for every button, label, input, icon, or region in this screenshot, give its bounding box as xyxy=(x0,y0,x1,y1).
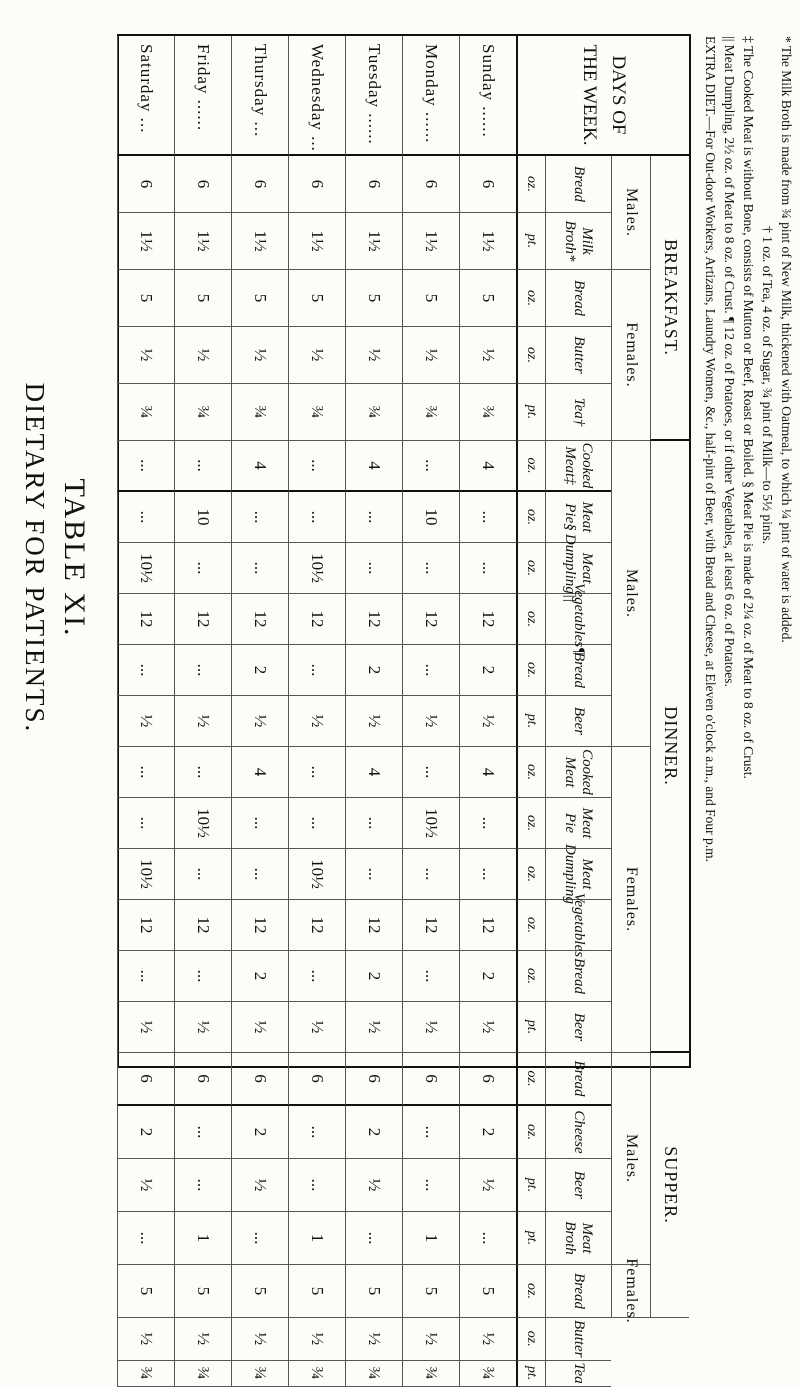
ration-value: 6 xyxy=(174,1053,231,1106)
day-label: Friday ...... xyxy=(174,36,231,156)
ration-value: ¾ xyxy=(345,384,402,441)
ration-value: 1 xyxy=(174,1212,231,1265)
ration-value: ... xyxy=(231,1212,288,1265)
column-unit: pt. xyxy=(516,384,545,441)
ration-value: ½ xyxy=(345,1318,402,1361)
ration-value: 4 xyxy=(231,747,288,798)
ration-value: ... xyxy=(288,645,345,696)
ration-value: ½ xyxy=(117,1318,174,1361)
column-unit: oz. xyxy=(516,951,545,1002)
ration-value: 5 xyxy=(459,1265,516,1318)
ration-value: 5 xyxy=(345,270,402,327)
ration-value: ½ xyxy=(174,327,231,384)
ration-value: 5 xyxy=(402,1265,459,1318)
day-label: Tuesday ...... xyxy=(345,36,402,156)
ration-value: ... xyxy=(117,1212,174,1265)
column-header: Cooked Meat xyxy=(545,747,611,798)
ration-value: 5 xyxy=(288,1265,345,1318)
ration-value: ... xyxy=(174,951,231,1002)
ration-value: 5 xyxy=(231,270,288,327)
ration-value: ½ xyxy=(459,1002,516,1053)
ration-value: ½ xyxy=(345,327,402,384)
column-unit: oz. xyxy=(516,645,545,696)
column-header: Bread xyxy=(545,270,611,327)
ration-value: ... xyxy=(174,747,231,798)
day-label: Wednesday ... xyxy=(288,36,345,156)
ration-value: ½ xyxy=(402,1318,459,1361)
ration-value: 6 xyxy=(231,156,288,213)
ration-value: 2 xyxy=(231,1106,288,1159)
ration-value: ½ xyxy=(231,696,288,747)
ration-value: 12 xyxy=(345,900,402,951)
ration-value: ... xyxy=(402,951,459,1002)
ration-value: 6 xyxy=(117,1053,174,1106)
ration-value: 12 xyxy=(345,594,402,645)
ration-value: 12 xyxy=(174,900,231,951)
ration-value: 1 xyxy=(288,1212,345,1265)
footnote-tea: † 1 oz. of Tea, 4 oz. of Sugar, ¾ pint of Milk—to 5½ pints. xyxy=(760,226,775,545)
column-header: Milk Broth* xyxy=(545,213,611,270)
column-unit: oz. xyxy=(516,543,545,594)
column-header: Butter xyxy=(545,327,611,384)
column-unit: oz. xyxy=(516,900,545,951)
column-header: Tea xyxy=(545,1361,611,1387)
day-label: Saturday ... xyxy=(117,36,174,156)
ration-value: ... xyxy=(402,645,459,696)
ration-value: ... xyxy=(174,441,231,492)
ration-value: ... xyxy=(231,543,288,594)
ration-value: ... xyxy=(117,951,174,1002)
ration-value: ... xyxy=(345,492,402,543)
ration-value: ¾ xyxy=(459,384,516,441)
ration-value: ... xyxy=(117,798,174,849)
column-unit: oz. xyxy=(516,327,545,384)
ration-value: 6 xyxy=(288,1053,345,1106)
ration-value: ½ xyxy=(345,1159,402,1212)
ration-value: 4 xyxy=(345,441,402,492)
ration-value: ... xyxy=(231,798,288,849)
ration-value: ½ xyxy=(117,696,174,747)
ration-value: ¾ xyxy=(459,1361,516,1387)
column-unit: pt. xyxy=(516,1212,545,1265)
column-header: Vegetables xyxy=(545,900,611,951)
footnote-cooked-meat: ‡ The Cooked Meat is without Bone, consists of Mutton or Beef, Roast or Boiled. § Meat Pie is made of 2¼ oz. of Meat to 8 oz. of Crust. xyxy=(741,36,756,779)
ration-value: ... xyxy=(288,1159,345,1212)
ration-value: 10½ xyxy=(402,798,459,849)
ration-value: ... xyxy=(402,849,459,900)
ration-value: ½ xyxy=(459,327,516,384)
ration-value: ... xyxy=(345,798,402,849)
section-breakfast: BREAKFAST. xyxy=(650,156,689,441)
ration-value: ½ xyxy=(117,327,174,384)
ration-value: 12 xyxy=(231,594,288,645)
ration-value: 4 xyxy=(459,747,516,798)
ration-value: ... xyxy=(117,492,174,543)
ration-value: 12 xyxy=(117,900,174,951)
column-unit: oz. xyxy=(516,594,545,645)
ration-value: 6 xyxy=(402,156,459,213)
ration-value: 1½ xyxy=(459,213,516,270)
ration-value: 6 xyxy=(117,156,174,213)
column-unit: oz. xyxy=(516,1318,545,1361)
ration-value: 2 xyxy=(117,1106,174,1159)
ration-value: ½ xyxy=(345,1002,402,1053)
ration-value: 12 xyxy=(117,594,174,645)
ration-value: ... xyxy=(288,492,345,543)
ration-value: ½ xyxy=(402,696,459,747)
ration-value: 5 xyxy=(402,270,459,327)
ration-value: ½ xyxy=(231,327,288,384)
ration-value: 1½ xyxy=(402,213,459,270)
ration-value: 1½ xyxy=(288,213,345,270)
column-header: Butter xyxy=(545,1318,611,1361)
ration-value: ... xyxy=(459,543,516,594)
ration-value: ... xyxy=(459,798,516,849)
ration-value: 10½ xyxy=(117,543,174,594)
ration-value: 12 xyxy=(459,900,516,951)
dietary-table xyxy=(117,34,691,1384)
ration-value: ... xyxy=(402,441,459,492)
ration-value: 2 xyxy=(459,1106,516,1159)
ration-value: ... xyxy=(345,1212,402,1265)
column-header: Cooked Meat‡ xyxy=(545,441,611,492)
column-unit: oz. xyxy=(516,849,545,900)
table-title: TABLE XI. xyxy=(58,478,91,638)
ration-value: ½ xyxy=(231,1318,288,1361)
ration-value: 2 xyxy=(459,645,516,696)
group-breakfast-males: Males. xyxy=(611,156,650,270)
ration-value: ... xyxy=(288,747,345,798)
ration-value: ... xyxy=(174,645,231,696)
ration-value: 10½ xyxy=(117,849,174,900)
column-header: Bread xyxy=(545,1053,611,1106)
ration-value: 4 xyxy=(459,441,516,492)
column-unit: oz. xyxy=(516,156,545,213)
ration-value: 5 xyxy=(345,1265,402,1318)
column-unit: oz. xyxy=(516,492,545,543)
ration-value: 10½ xyxy=(174,798,231,849)
ration-value: 1 xyxy=(402,1212,459,1265)
column-header: Cheese xyxy=(545,1106,611,1159)
ration-value: ... xyxy=(402,543,459,594)
column-unit: oz. xyxy=(516,1053,545,1106)
ration-value: ¾ xyxy=(402,1361,459,1387)
ration-value: ¾ xyxy=(231,384,288,441)
ration-value: 12 xyxy=(174,594,231,645)
ration-value: ... xyxy=(345,543,402,594)
ration-value: ... xyxy=(459,1212,516,1265)
footnote-meat-dumpling: || Meat Dumpling, 2½ oz. of Meat to 8 oz. of Crust. ¶ 12 oz. of Potatoes, or if other Vegetables, at least 6 oz. of Potatoes. xyxy=(722,36,737,687)
ration-value: 2 xyxy=(345,645,402,696)
ration-value: 5 xyxy=(117,1265,174,1318)
ration-value: ½ xyxy=(174,1002,231,1053)
ration-value: ¾ xyxy=(345,1361,402,1387)
ration-value: ... xyxy=(231,849,288,900)
ration-value: ... xyxy=(117,441,174,492)
footnote-extra-diet: EXTRA DIET.—For Out-door Workers, Artizans, Laundry Women, &c., half-pint of Beer, with Bread and Cheese, at Eleven o'clock a.m., and Four p.m. xyxy=(703,36,718,863)
day-label: Thursday ... xyxy=(231,36,288,156)
ration-value: ½ xyxy=(459,696,516,747)
ration-value: ... xyxy=(288,1106,345,1159)
ration-value: ½ xyxy=(231,1159,288,1212)
ration-value: ... xyxy=(459,849,516,900)
ration-value: ... xyxy=(402,747,459,798)
ration-value: 6 xyxy=(402,1053,459,1106)
ration-value: 6 xyxy=(459,1053,516,1106)
column-header: Bread xyxy=(545,645,611,696)
ration-value: ½ xyxy=(117,1159,174,1212)
column-header: Meat Pie xyxy=(545,798,611,849)
ration-value: ... xyxy=(231,492,288,543)
ration-value: 5 xyxy=(231,1265,288,1318)
column-header: Meat Dumpling|| xyxy=(545,543,611,594)
ration-value: ... xyxy=(288,951,345,1002)
ration-value: 12 xyxy=(288,594,345,645)
column-header: Meat Pie§ xyxy=(545,492,611,543)
column-header: Beer xyxy=(545,696,611,747)
ration-value: 2 xyxy=(231,951,288,1002)
group-supper-females: Females. xyxy=(611,1265,650,1318)
ration-value: ¾ xyxy=(288,1361,345,1387)
column-header: Bread xyxy=(545,156,611,213)
ration-value: ½ xyxy=(288,1318,345,1361)
ration-value: ½ xyxy=(288,696,345,747)
ration-value: ½ xyxy=(231,1002,288,1053)
footnotes xyxy=(701,36,796,1096)
ration-value: 10 xyxy=(402,492,459,543)
column-unit: pt. xyxy=(516,696,545,747)
ration-value: 5 xyxy=(117,270,174,327)
ration-value: 2 xyxy=(459,951,516,1002)
ration-value: 6 xyxy=(459,156,516,213)
ration-value: 5 xyxy=(174,1265,231,1318)
ration-value: ¾ xyxy=(174,1361,231,1387)
ration-value: ½ xyxy=(174,1318,231,1361)
ration-value: 12 xyxy=(288,900,345,951)
group-dinner-females: Females. xyxy=(611,747,650,1053)
ration-value: ½ xyxy=(402,1002,459,1053)
group-breakfast-females: Females. xyxy=(611,270,650,441)
ration-value: 1½ xyxy=(345,213,402,270)
section-supper: SUPPER. xyxy=(650,1053,689,1318)
ration-value: ... xyxy=(402,1159,459,1212)
column-unit: oz. xyxy=(516,1106,545,1159)
column-unit: oz. xyxy=(516,270,545,327)
column-unit: pt. xyxy=(516,213,545,270)
ration-value: ... xyxy=(459,492,516,543)
column-header: Tea† xyxy=(545,384,611,441)
ration-value: ... xyxy=(117,645,174,696)
ration-value: ... xyxy=(117,747,174,798)
ration-value: ½ xyxy=(345,696,402,747)
ration-value: ½ xyxy=(174,696,231,747)
day-label: Monday ...... xyxy=(402,36,459,156)
ration-value: 1½ xyxy=(174,213,231,270)
group-dinner-males: Males. xyxy=(611,441,650,747)
ration-value: 6 xyxy=(288,156,345,213)
ration-value: 6 xyxy=(174,156,231,213)
column-header: Bread xyxy=(545,1265,611,1318)
ration-value: 2 xyxy=(345,1106,402,1159)
ration-value: ½ xyxy=(459,1159,516,1212)
ration-value: ... xyxy=(174,543,231,594)
column-unit: oz. xyxy=(516,747,545,798)
ration-value: ¾ xyxy=(231,1361,288,1387)
ration-value: 10½ xyxy=(288,543,345,594)
column-header: Beer xyxy=(545,1002,611,1053)
ration-value: 5 xyxy=(288,270,345,327)
ration-value: 12 xyxy=(459,594,516,645)
ration-value: 1½ xyxy=(117,213,174,270)
footnote-milk-broth: * The Milk Broth is made from ¾ pint of New Milk, thickened with Oatmeal, to which ¼ pint of water is added. xyxy=(779,36,794,643)
ration-value: ½ xyxy=(117,1002,174,1053)
column-header: Vegetables¶ xyxy=(545,594,611,645)
ration-value: ... xyxy=(174,849,231,900)
ration-value: ½ xyxy=(288,1002,345,1053)
days-header: DAYS OF THE WEEK. xyxy=(516,36,689,156)
column-header: Meat Broth xyxy=(545,1212,611,1265)
ration-value: 12 xyxy=(231,900,288,951)
ration-value: 10½ xyxy=(288,849,345,900)
column-header: Beer xyxy=(545,1159,611,1212)
section-dinner: DINNER. xyxy=(650,441,689,1053)
ration-value: 1½ xyxy=(231,213,288,270)
ration-value: 6 xyxy=(345,156,402,213)
ration-value: 4 xyxy=(345,747,402,798)
ration-value: ... xyxy=(402,1106,459,1159)
ration-value: 5 xyxy=(174,270,231,327)
column-unit: pt. xyxy=(516,1361,545,1387)
column-header: Bread xyxy=(545,951,611,1002)
ration-value: ... xyxy=(288,798,345,849)
ration-value: 10 xyxy=(174,492,231,543)
table-subtitle: DIETARY FOR PATIENTS. xyxy=(20,382,50,734)
group-supper-males: Males. xyxy=(611,1053,650,1265)
column-unit: pt. xyxy=(516,1002,545,1053)
ration-value: 4 xyxy=(231,441,288,492)
ration-value: ... xyxy=(345,849,402,900)
column-unit: pt. xyxy=(516,1159,545,1212)
ration-value: 12 xyxy=(402,900,459,951)
ration-value: ¾ xyxy=(288,384,345,441)
ration-value: ½ xyxy=(288,327,345,384)
column-header: Meat Dumpling xyxy=(545,849,611,900)
ration-value: 12 xyxy=(402,594,459,645)
ration-value: ¾ xyxy=(174,384,231,441)
column-unit: oz. xyxy=(516,441,545,492)
ration-value: ¾ xyxy=(117,1361,174,1387)
ration-value: ... xyxy=(288,441,345,492)
column-unit: oz. xyxy=(516,798,545,849)
ration-value: ¾ xyxy=(402,384,459,441)
ration-value: 5 xyxy=(459,270,516,327)
ration-value: ... xyxy=(174,1106,231,1159)
ration-value: ... xyxy=(174,1159,231,1212)
ration-value: 2 xyxy=(231,645,288,696)
ration-value: 2 xyxy=(345,951,402,1002)
ration-value: 6 xyxy=(231,1053,288,1106)
ration-value: ¾ xyxy=(117,384,174,441)
day-label: Sunday ...... xyxy=(459,36,516,156)
ration-value: 6 xyxy=(345,1053,402,1106)
ration-value: ½ xyxy=(459,1318,516,1361)
column-unit: oz. xyxy=(516,1265,545,1318)
ration-value: ½ xyxy=(402,327,459,384)
